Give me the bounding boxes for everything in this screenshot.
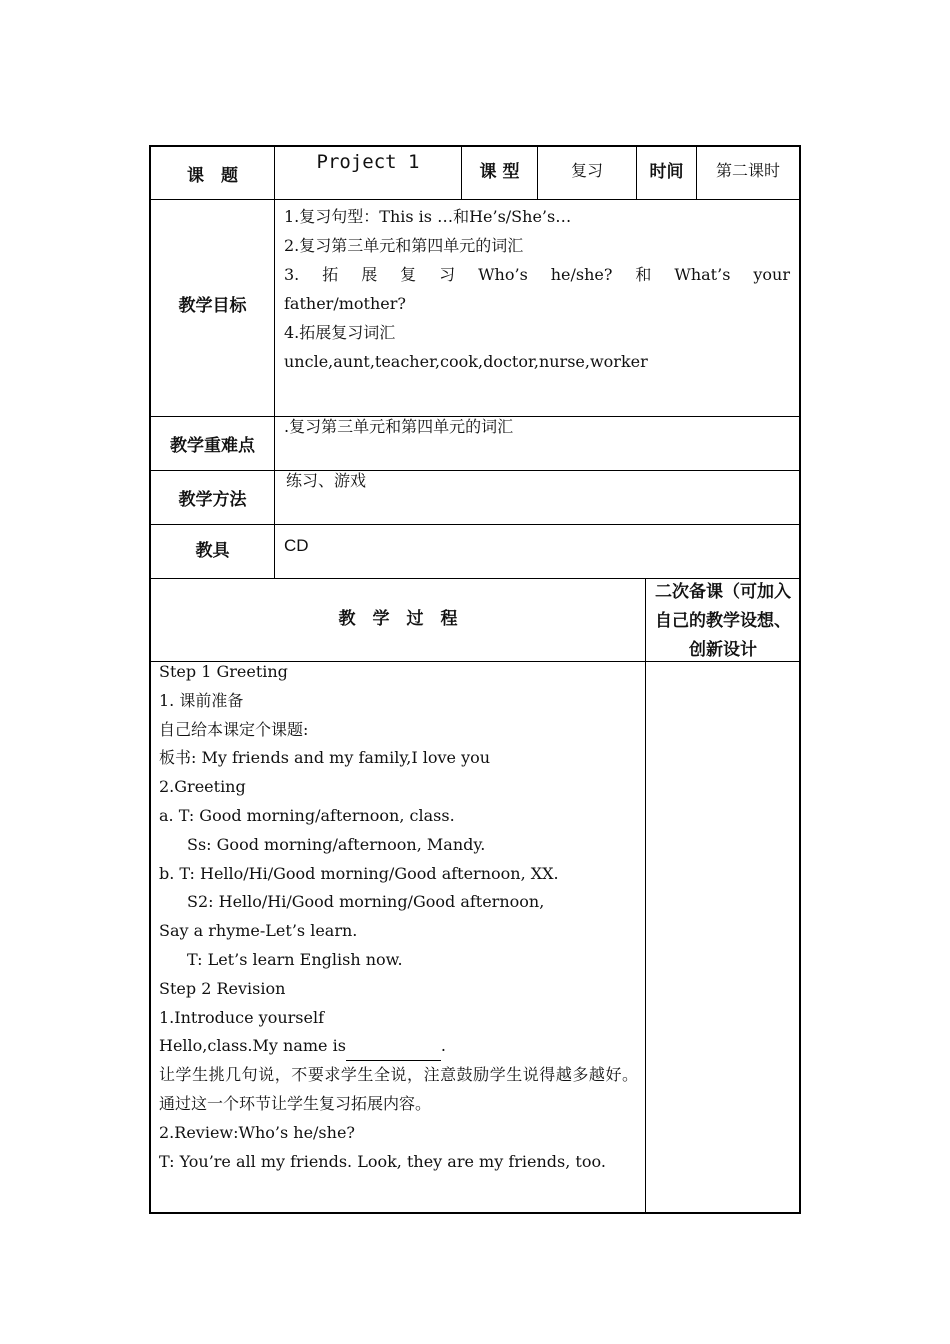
process-line: 1.Introduce yourself [159,1007,325,1027]
objective-word: your [753,265,790,284]
objective-word: 习 [439,265,456,284]
process-line: Step 2 Revision [159,978,286,998]
objective-word: Who’s [478,265,528,284]
objective-word: What’s [674,265,731,284]
type-value: 复习 [570,160,603,180]
aids-value: CD [284,536,309,555]
topic-value: Project 1 [316,151,420,173]
time-label: 时间 [649,161,684,182]
column-divider [274,147,275,578]
process-line: 2.Review:Who’s he/she? [159,1122,355,1142]
objective-line: father/mother? [284,294,406,313]
process-line: 自己给本课定个课题: [159,719,309,739]
process-paragraph: 让学生挑几句说，不要求学生全说，注意鼓励学生说得越多越好。通过这一个环节让学生复习拓展内容。 [159,1065,638,1113]
process-line: a. T: Good morning/afternoon, class. [159,805,455,825]
methods-label: 教学方法 [178,490,247,510]
process-line: S2: Hello/Hi/Good morning/Good afternoon, [187,892,545,912]
process-title: 教 学 过 程 [338,608,458,629]
objective-line-justified [284,260,790,289]
fill-blank [346,1042,441,1061]
objective-word: 拓 [322,265,339,284]
objective-line: 2.复习第三单元和第四单元的词汇 [284,236,524,255]
column-divider [645,579,646,1212]
methods-value: 练习、游戏 [286,471,367,490]
objective-word: 展 [361,265,378,284]
objective-word: he/she? [550,265,613,284]
process-line: Say a rhyme-Let’s learn. [159,921,358,941]
process-line: 1. 课前准备 [159,690,244,710]
process-line: 2.Greeting [159,777,246,797]
blank-suffix: . [440,1036,446,1056]
process-line: 板书: My friends and my family,I love you [159,748,491,768]
objective-line: 1.复习句型：This is …和He’s/She’s… [284,207,572,226]
process-line: Step 1 Greeting [159,662,288,681]
key-points-value: .复习第三单元和第四单元的词汇 [284,417,514,436]
objectives-label: 教学目标 [178,295,247,316]
time-value: 第二课时 [715,160,780,180]
process-content [159,658,638,1176]
objective-word: 3. [284,265,300,284]
blank-prefix: Hello,class.My name is [159,1036,346,1056]
objective-line: 4.拓展复习词汇 [284,323,396,342]
process-paragraph: T: You’re all my friends. Look, they are my friends, too. [159,1151,606,1171]
type-label: 课 型 [479,161,520,182]
objectives-content [284,202,790,376]
side-notes-title: 二次备课（可加入自己的教学设想、创新设计 [655,582,791,660]
objective-word: 复 [400,265,417,284]
aids-label: 教具 [195,540,230,561]
key-points-label: 教学重难点 [170,436,255,456]
objective-line: uncle,aunt,teacher,cook,doctor,nurse,worker [284,352,648,371]
process-line: b. T: Hello/Hi/Good morning/Good afternoon, XX. [159,863,559,883]
topic-label: 课 题 [187,165,238,186]
objective-word: 和 [635,265,652,284]
process-line-blank [159,1032,638,1061]
process-line: T: Let’s learn English now. [187,949,403,969]
process-line: Ss: Good morning/afternoon, Mandy. [187,834,486,854]
